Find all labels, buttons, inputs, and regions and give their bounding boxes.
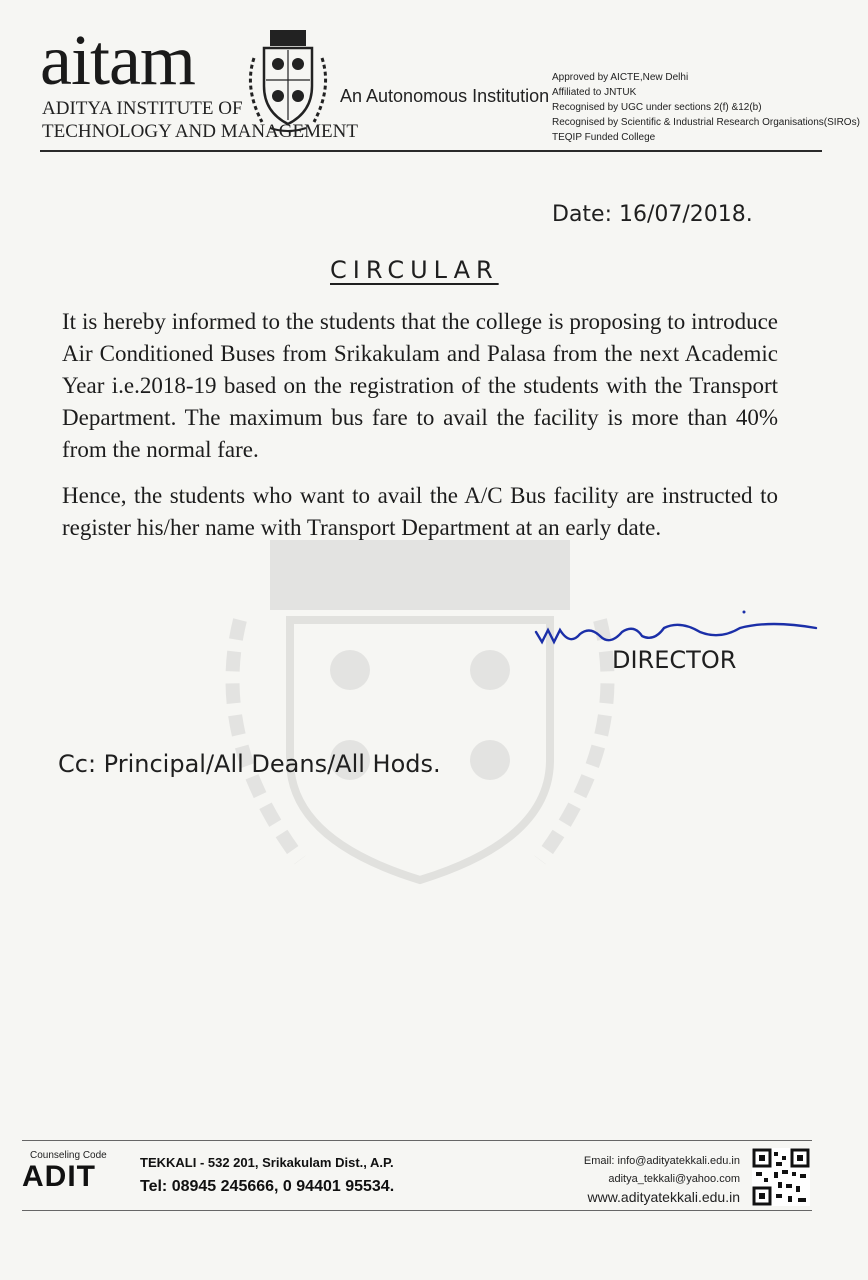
counseling-code: ADIT [22, 1160, 96, 1193]
approval-item: Affiliated to JNTUK [552, 87, 637, 98]
footer-contact [566, 1152, 740, 1206]
footer-email-secondary: aditya_tekkali@yahoo.com [608, 1173, 740, 1185]
institute-name-line2: TECHNOLOGY AND MANAGEMENT [42, 121, 358, 142]
footer-address: TEKKALI - 532 201, Srikakulam Dist., A.P. [140, 1155, 394, 1170]
header-divider [40, 150, 822, 152]
approvals-list [552, 70, 860, 145]
footer-telephone: Tel: 08945 245666, 0 94401 95534. [140, 1178, 395, 1195]
qr-code-icon [752, 1148, 810, 1206]
circular-title: CIRCULAR [330, 256, 499, 284]
footer-divider-bottom [22, 1210, 812, 1211]
college-crest-icon [240, 28, 336, 134]
approval-item: Approved by AICTE,New Delhi [552, 72, 689, 83]
signatory-title: DIRECTOR [612, 646, 737, 674]
carbon-copy-line: Cc: Principal/All Deans/All Hods. [58, 750, 441, 778]
autonomous-tagline: An Autonomous Institution [340, 86, 550, 106]
approval-item: Recognised by Scientific & Industrial Research Organisations(SIROs) [552, 117, 860, 128]
footer-website: www.adityatekkali.edu.in [587, 1189, 740, 1205]
counseling-code-label: Counseling Code [30, 1150, 107, 1161]
footer-email: Email: info@adityatekkali.edu.in [583, 1155, 740, 1167]
circular-paragraph-2: Hence, the students who want to avail the A/C Bus facility are instructed to register his/her name with Transport Department at an early date. [62, 483, 778, 540]
approval-item: TEQIP Funded College [552, 132, 656, 143]
footer-divider-top [22, 1140, 812, 1141]
approval-item: Recognised by UGC under sections 2(f) &12(b) [552, 102, 762, 113]
institute-name-line1: ADITYA INSTITUTE OF [42, 98, 243, 119]
circular-paragraph-1: It is hereby informed to the students that the college is proposing to introduce Air Conditioned Buses from Srikakulam and Palasa from the next Academic Year i.e.2018-19 based on the registration of the students with the Transport Department. The maximum bus fare to avail the facility is more than 40% from the normal fare. [62, 309, 778, 462]
logo-wordmark: aitam [40, 20, 195, 100]
circular-date: Date: 16/07/2018. [552, 202, 753, 227]
